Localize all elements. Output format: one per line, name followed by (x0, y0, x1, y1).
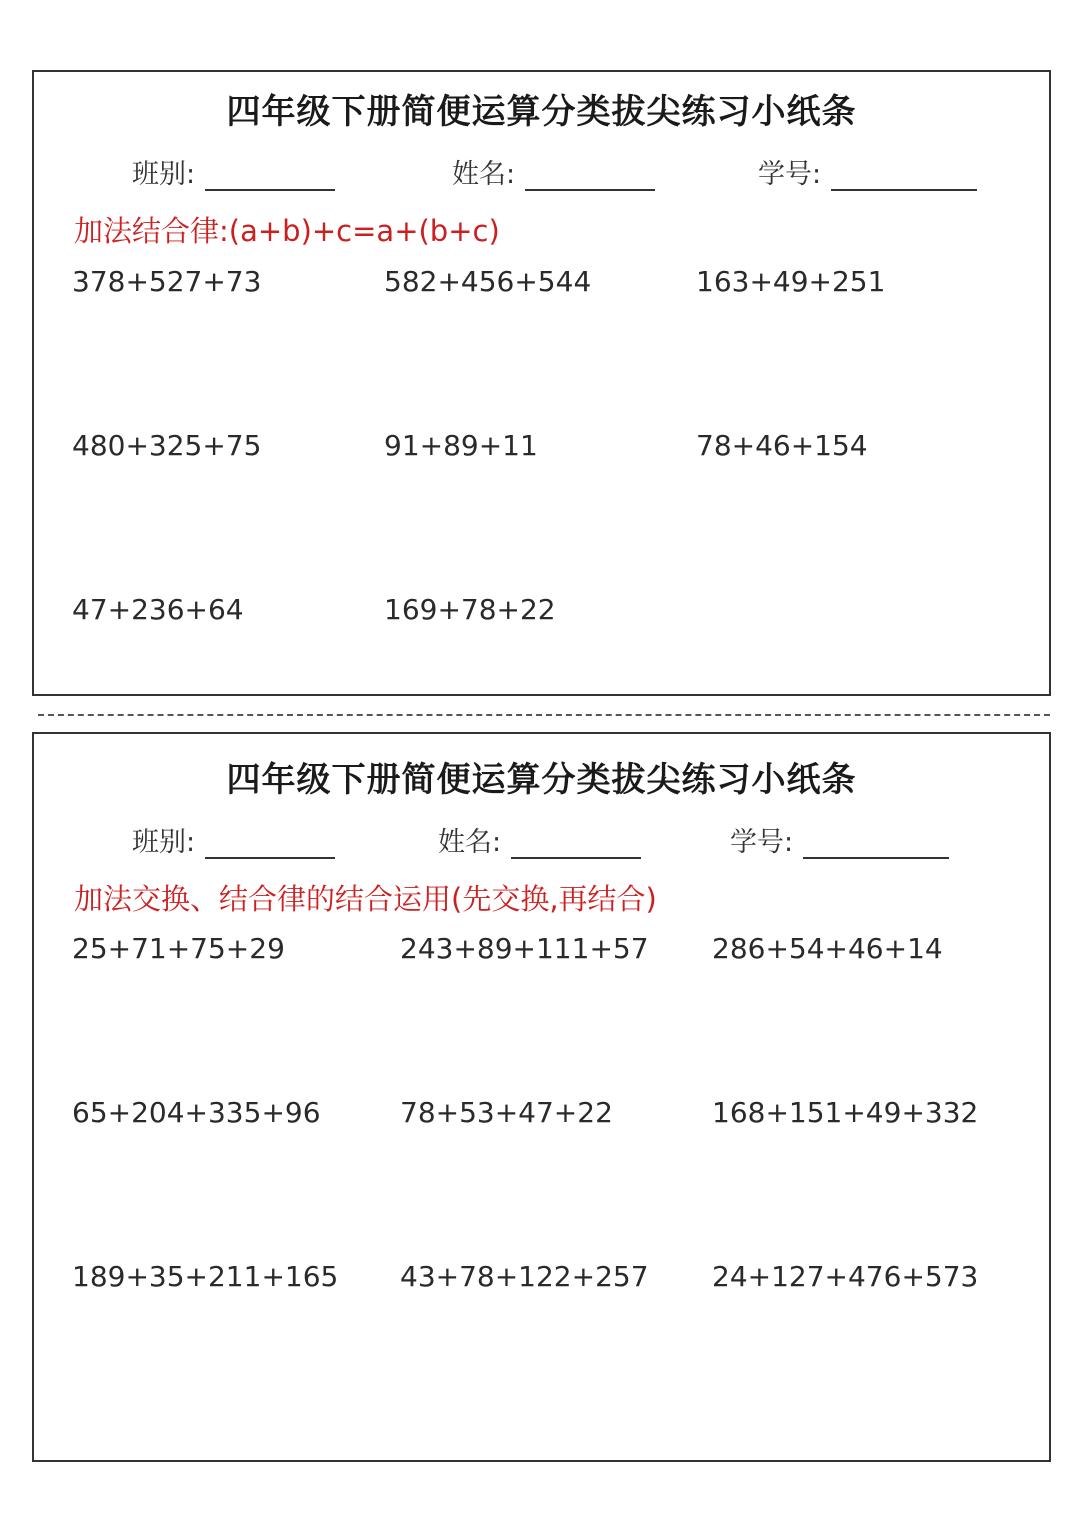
student-id-field (730, 820, 949, 859)
problem-item: 47+236+64 (72, 593, 244, 626)
problem-item: 78+53+47+22 (400, 1096, 613, 1129)
name-blank[interactable] (511, 837, 641, 859)
problem-item: 24+127+476+573 (712, 1260, 979, 1293)
class-label: 班别: (132, 827, 196, 858)
problem-item: 91+89+11 (384, 429, 538, 462)
section-title: 加法交换、结合律的结合运用(先交换,再结合) (74, 882, 657, 916)
problem-item: 169+78+22 (384, 593, 556, 626)
class-field (132, 820, 335, 859)
name-label: 姓名: (452, 159, 516, 190)
problem-item: 189+35+211+165 (72, 1260, 339, 1293)
worksheet-title: 四年级下册简便运算分类拔尖练习小纸条 (226, 92, 857, 132)
class-blank[interactable] (205, 837, 335, 859)
problem-item: 582+456+544 (384, 265, 592, 298)
name-label: 姓名: (438, 827, 502, 858)
worksheet-card-1 (32, 70, 1051, 696)
problem-item: 378+527+73 (72, 265, 262, 298)
student-id-field (758, 152, 977, 191)
name-field (452, 152, 655, 191)
section-title: 加法结合律:(a+b)+c=a+(b+c) (74, 214, 500, 248)
problem-item: 43+78+122+257 (400, 1260, 649, 1293)
problem-item: 78+46+154 (696, 429, 868, 462)
student-id-blank[interactable] (831, 169, 977, 191)
problem-item: 168+151+49+332 (712, 1096, 979, 1129)
worksheet-card-2 (32, 732, 1051, 1462)
class-field (132, 152, 335, 191)
worksheet-title: 四年级下册简便运算分类拔尖练习小纸条 (226, 760, 857, 800)
class-label: 班别: (132, 159, 196, 190)
class-blank[interactable] (205, 169, 335, 191)
problem-item: 286+54+46+14 (712, 932, 943, 965)
problem-item: 243+89+111+57 (400, 932, 649, 965)
name-blank[interactable] (525, 169, 655, 191)
student-id-label: 学号: (758, 159, 822, 190)
name-field (438, 820, 641, 859)
problem-item: 163+49+251 (696, 265, 886, 298)
student-id-blank[interactable] (803, 837, 949, 859)
problem-item: 480+325+75 (72, 429, 262, 462)
cut-line-divider (38, 714, 1050, 716)
problem-item: 25+71+75+29 (72, 932, 285, 965)
problem-item: 65+204+335+96 (72, 1096, 321, 1129)
student-id-label: 学号: (730, 827, 794, 858)
